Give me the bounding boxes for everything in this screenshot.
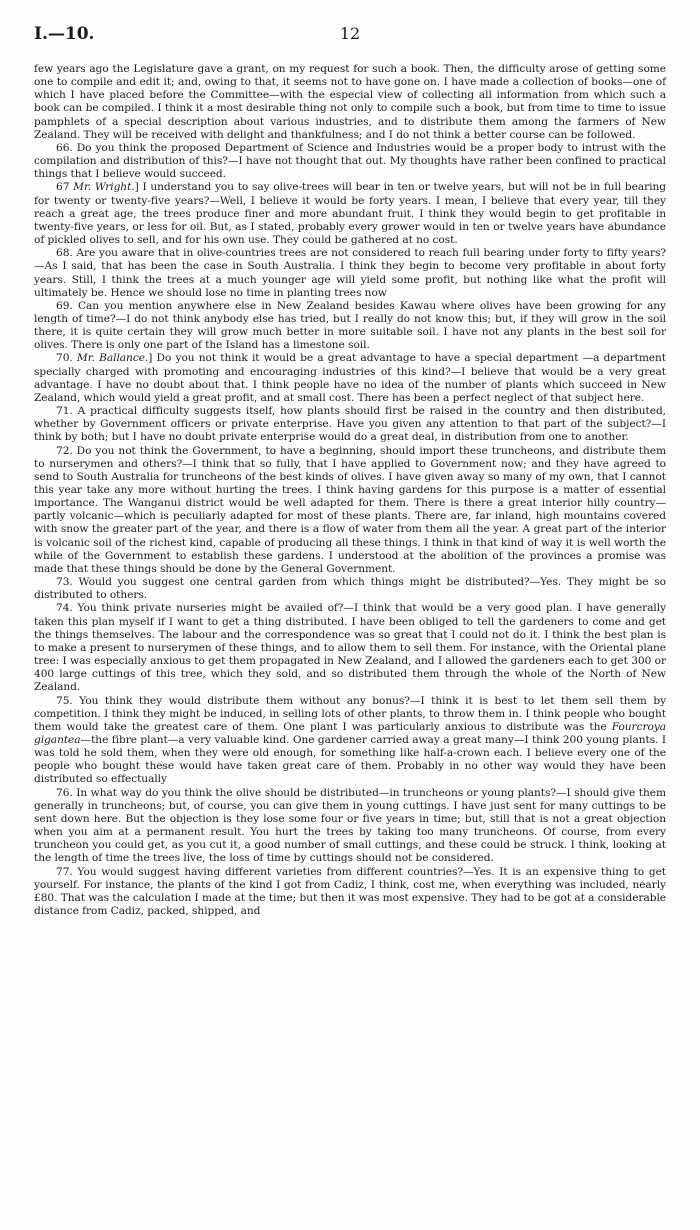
paragraph-text-start: 75. You think they would distribute them without any bonus?—I think it is best to let them sell them by competition. I think they might be induced, in selling lots of other plants, to throw them in. I think people who bought them would take the greatest care of them. One plant I was particularly anxious to distribute was the (34, 694, 666, 733)
paragraph-q75 (34, 695, 666, 787)
plant-name: Fourcroya gigantea (34, 720, 666, 746)
paragraph-q70 (34, 352, 666, 405)
paragraph-text: 73. Would you suggest one central garden from which things might be distributed?—Yes. They might be so distributed to others. (34, 576, 666, 602)
paragraph-q77 (34, 866, 666, 919)
document-reference: I.—10. (34, 24, 95, 44)
paragraph-q71 (34, 405, 666, 444)
paragraph-text: 72. Do you not think the Government, to have a beginning, should import these truncheons, and distribute them to nurserymen and others?—I think that so fully, that I have applied to Government now; and they have agreed to send to South Australia for truncheons of the best kinds of olives. I have given away so many of my own, that I cannot this year take any more without hurting the trees. I think having gardens for this purpose is a matter of essential importance. The Wanganui district would be well adapted for them. There is there a great interior hilly country—partly volcanic—which is peculiarly adapted for most of these plants. There are, far inland, high mountains covered with snow the greater part of the year, and there is a flow of water from them all the year. A great part of the interior is volcanic soil of the richest kind, capable of producing all these things. I think in that kind of way it is well worth the while of the Government to establish these gardens. I understood at the abolition of the provinces a promise was made that these things should be done by the General Government. (34, 444, 666, 575)
speaker-name: Mr. Wright. (73, 181, 135, 194)
paragraph-text: ] I understand you to say olive-trees will bear in ten or twelve years, but will not be in full bearing for twenty or twenty-five years?—Well, I believe it would be forty years. I mean, I believe that every year, till they reach a great age, the trees produce finer and more abundant fruit. I think they would begin to get profitable in twenty-five years, or less for oil. But, as I stated, probably every grower would in ten or twelve years have abundance of pickled olives to sell, and for his own use. They could be gathered at no cost. (34, 181, 667, 247)
paragraph-q76 (34, 787, 666, 866)
paragraph-q66 (34, 142, 666, 181)
paragraph-text: 69. Can you mention anywhere else in New Zealand besides Kawau where olives have been growing for any length of time?—I do not think anybody else has tried, but I really do not know this; but, if they will grow in the soil there, it is quite certain they will grow much better in more suitable soil. I have not any plants in the best soil for olives. There is only one part of the Island has a limestone soil. (34, 299, 666, 352)
paragraph-q73 (34, 576, 666, 602)
paragraph-q72 (34, 445, 666, 577)
paragraph-text: 77. You would suggest having different varieties from different countries?—Yes. It is an expensive thing to get yourself. For instance, the plants of the kind I got from Cadiz, I think, cost me, when everything was included, nearly £80. That was the calculation I made at the time; but then it was most expensive. They had to be got at a considerable distance from Cadiz, packed, shipped, and (34, 865, 666, 917)
paragraph-text: 71. A practical difficulty suggests itself, how plants should first be raised in the country and then distributed, whether by Government officers or private enterprise. Have you given any attention to that part of the subject?—I think by both; but I have no doubt private enterprise would do a great deal, in distribution from one to another. (34, 405, 666, 444)
paragraph-text: 68. Are you aware that in olive-countries trees are not considered to reach full bearing under forty to fifty years?—As I said, that has been the case in South Australia. I think they begin to become very profitable in about forty years. Still, I think the trees at a much younger age will yield some profit, but nothing like what the profit will ultimately be. Hence we should lose no time in planting trees now (34, 247, 666, 299)
paragraph-text: 76. In what way do you think the olive should be distributed—in truncheons or young plants?—I should give them generally in truncheons; but, of course, you can give them in young cuttings. I have just sent for many cuttings to be sent down here. But the objection is they lose some four or five years in time; but, still that is not a great objection when you aim at a permanent result. You hurt the trees by taking too many truncheons. Of course, from every truncheon you could get, as you cut it, a good number of small cuttings, and these could be struck. I think, looking at the length of time the trees live, the loss of time by cuttings should not be considered. (34, 786, 666, 865)
paragraph-text: ] Do you not think it would be a great advantage to have a special department —a department specially charged with promoting and encouraging industries of this kind?—I believe that would be a very great advantage. I have no doubt about that. I think people have no idea of the number of plants which succeed in New Zealand, which would yield a great profit, and at small cost. There has been a perfect neglect of that subject here. (34, 352, 667, 404)
paragraph-q69 (34, 300, 666, 353)
question-number: 70. (56, 352, 77, 365)
page-number: 12 (339, 24, 361, 43)
paragraph-q68 (34, 247, 666, 300)
paragraph-q74 (34, 602, 666, 694)
paragraph-q67 (34, 181, 666, 247)
paragraph-continuation (34, 63, 666, 142)
page-header (34, 24, 666, 48)
body-text (34, 63, 666, 918)
paragraph-text: 74. You think private nurseries might be availed of?—I think that would be a very good plan. I have generally taken this plan myself if I want to get a thing distributed. I have been obliged to tell the gardeners to come and get the things themselves. The labour and the correspondence was so great that I could not do it. I think the best plan is to make a present to nurserymen of these things, and to allow them to sell them. For instance, with the Oriental plane tree: I was especially anxious to get them propagated in New Zealand, and I allowed the gardeners each to get 300 or 400 large cuttings of this tree, which they sold, and so distributed them through the whole of the North of New Zealand. (34, 602, 666, 694)
paragraph-text: —the fibre plant—a very valuable kind. One gardener carried away a great many—I think 200 young plants. I was told he sold them, when they were old enough, for something like half-a-crown each. I believe every one of the people who bought these would have taken great care of them. Probably in no other way would they have been distributed so effectually (34, 733, 666, 786)
question-number: 67 (56, 181, 74, 194)
paragraph-text: 66. Do you think the proposed Department of Science and Industries would be a proper body to intrust with the compilation and distribution of this?—I have not thought that out. My thoughts have rather been confined to practical things that I believe would succeed. (34, 141, 666, 181)
paragraph-text: few years ago the Legislature gave a grant, on my request for such a book. Then, the difficulty arose of getting some one to compile and edit it; and, owing to that, it seems not to have gone on. I have made a collection of books—one of which I have placed before the Committee—with the especial view of collecting all information from which such a book can be compiled. I think it a most desirable thing not only to compile such a book, but from time to time to issue pamphlets of a special description about various industries, and to distribute them among the farmers of New Zealand. They will be received with delight and thankfulness; and I do not think a better course can be followed. (34, 63, 666, 141)
speaker-name: Mr. Ballance. (76, 352, 149, 365)
